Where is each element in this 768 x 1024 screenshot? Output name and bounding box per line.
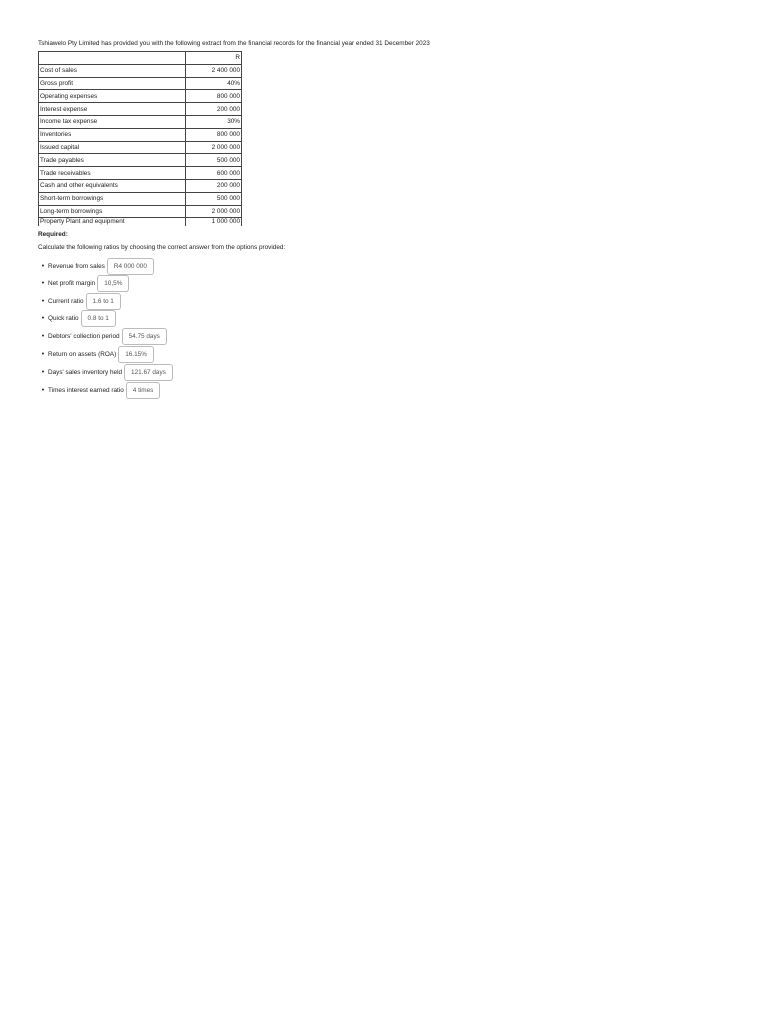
- table-row: [39, 167, 242, 180]
- row-label: Property Plant and equipment: [39, 218, 186, 227]
- table-row: [39, 141, 242, 154]
- bullet-icon: •: [41, 315, 45, 322]
- row-value: 200 000: [186, 103, 242, 116]
- row-value: 800 000: [186, 90, 242, 103]
- row-label: Issued capital: [39, 141, 186, 154]
- row-value: 2 000 000: [186, 205, 242, 218]
- row-value: 2 400 000: [186, 64, 242, 77]
- table-row: [39, 77, 242, 90]
- bullet-icon: •: [41, 333, 45, 340]
- bullet-icon: •: [41, 263, 45, 270]
- question-revenue: [38, 258, 154, 275]
- instruction-text: Calculate the following ratios by choosing the correct answer from the options provided:: [38, 244, 286, 251]
- table-row: [39, 154, 242, 167]
- question-label: Times interest earned ratio: [48, 387, 124, 394]
- question-net-profit-margin: [38, 275, 129, 292]
- question-label: Return on assets (ROA): [48, 351, 117, 358]
- bullet-icon: •: [41, 387, 45, 394]
- row-label: Cash and other equivalents: [39, 179, 186, 192]
- row-value: 2 000 000: [186, 141, 242, 154]
- table-row: [39, 90, 242, 103]
- question-label: Revenue from sales: [48, 263, 105, 270]
- bullet-icon: •: [41, 298, 45, 305]
- required-heading: Required:: [38, 231, 68, 238]
- question-label: Quick ratio: [48, 315, 79, 322]
- row-value: 500 000: [186, 192, 242, 205]
- financial-table: [38, 51, 242, 226]
- table-row: [39, 103, 242, 116]
- table-header-currency: R: [186, 52, 242, 65]
- bullet-icon: •: [41, 351, 45, 358]
- answer-select[interactable]: 4 times: [126, 382, 161, 399]
- answer-select[interactable]: 16.15%: [118, 346, 154, 363]
- row-value: 600 000: [186, 167, 242, 180]
- question-debtors-collection: [38, 328, 167, 345]
- intro-text: Tshiawelo Pty Limited has provided you with the following extract from the financial records for the financial year ended 31 December 2023: [38, 40, 430, 47]
- table-header-row: [39, 52, 242, 65]
- table-row: [39, 64, 242, 77]
- row-label: Operating expenses: [39, 90, 186, 103]
- row-value: 200 000: [186, 179, 242, 192]
- answer-select[interactable]: 10,5%: [97, 275, 129, 292]
- question-roa: [38, 346, 154, 363]
- row-label: Inventories: [39, 128, 186, 141]
- question-quick-ratio: [38, 310, 116, 327]
- row-label: Income tax expense: [39, 115, 186, 128]
- table-row: [39, 115, 242, 128]
- question-times-interest-earned: [38, 382, 160, 399]
- row-label: Trade receivables: [39, 167, 186, 180]
- table-row: [39, 218, 242, 227]
- question-current-ratio: [38, 293, 121, 310]
- bullet-icon: •: [41, 280, 45, 287]
- answer-select[interactable]: 121.67 days: [124, 364, 173, 381]
- question-label: Debtors' collection period: [48, 333, 120, 340]
- row-label: Cost of sales: [39, 64, 186, 77]
- row-value: 500 000: [186, 154, 242, 167]
- bullet-icon: •: [41, 369, 45, 376]
- question-inventory-days: [38, 364, 173, 381]
- answer-select[interactable]: 0.8 to 1: [81, 310, 116, 327]
- row-value: 800 000: [186, 128, 242, 141]
- answer-select[interactable]: 1.6 to 1: [86, 293, 121, 310]
- row-value: 40%: [186, 77, 242, 90]
- question-label: Current ratio: [48, 298, 84, 305]
- question-label: Days' sales inventory held: [48, 369, 123, 376]
- table-row: [39, 205, 242, 218]
- row-value: 30%: [186, 115, 242, 128]
- row-label: Interest expense: [39, 103, 186, 116]
- question-label: Net profit margin: [48, 280, 96, 287]
- table-row: [39, 179, 242, 192]
- row-label: Long-term borrowings: [39, 205, 186, 218]
- answer-select[interactable]: 54.75 days: [122, 328, 167, 345]
- table-row: [39, 192, 242, 205]
- row-label: Gross profit: [39, 77, 186, 90]
- table-header-label: [39, 52, 186, 65]
- row-value: 1 000 000: [186, 218, 242, 227]
- row-label: Trade payables: [39, 154, 186, 167]
- row-label: Short-term borrowings: [39, 192, 186, 205]
- table-row: [39, 128, 242, 141]
- answer-select[interactable]: R4 000 000: [107, 258, 154, 275]
